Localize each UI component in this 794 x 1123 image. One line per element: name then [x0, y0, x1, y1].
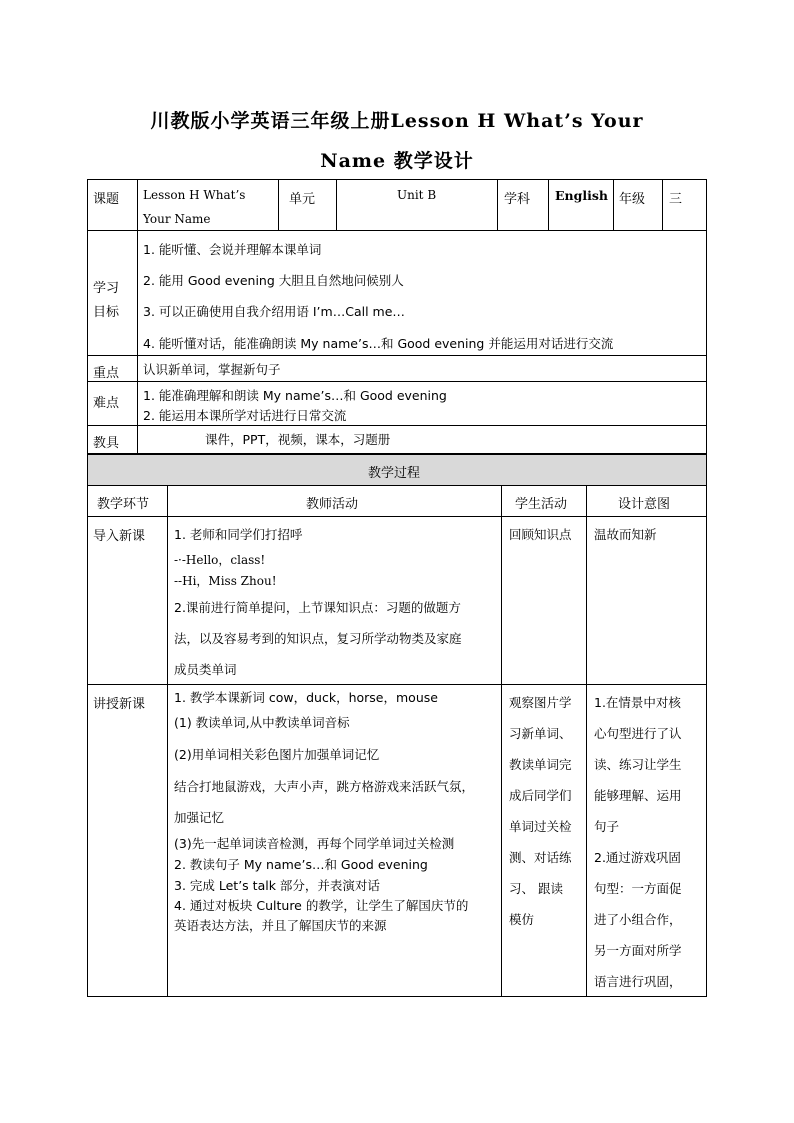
lecture-intent-line: 2.通过游戏巩固	[594, 850, 681, 865]
lecture-student-line: 模仿	[509, 912, 535, 927]
col-line	[497, 179, 498, 231]
column-header-stage: 教学环节	[97, 497, 150, 512]
objective-item: 4. 能听懂对话，能准确朗读 My name’s…和 Good evening 并能运用对话进行交流	[143, 336, 614, 351]
intro-student: 回顾知识点	[509, 527, 572, 542]
intro-stage: 导入新课	[93, 529, 146, 544]
row-line	[87, 516, 707, 517]
topic-label: 课题	[93, 192, 120, 207]
row-line	[87, 684, 707, 685]
lecture-intent-line: 心句型进行了认	[594, 726, 682, 741]
lecture-student-line: 习新单词、	[509, 726, 572, 741]
lecture-stage: 讲授新课	[93, 697, 146, 712]
lecture-intent-line: 句型：一方面促	[594, 881, 682, 896]
subject-label: 学科	[504, 192, 531, 207]
col-line	[548, 179, 549, 231]
intro-teacher-line: 成员类单词	[174, 662, 237, 677]
materials-label: 教具	[93, 436, 120, 451]
objectives-label-line1: 学习	[93, 281, 120, 296]
objective-item: 1. 能听懂、会说并理解本课单词	[143, 242, 322, 257]
lecture-teacher-line: 加强记忆	[174, 810, 225, 825]
intro-teacher-line: 2.课前进行简单提问，上节课知识点：习题的做题方	[174, 600, 461, 615]
subject-value: English	[555, 188, 608, 203]
lecture-teacher-line: 2. 教读句子 My name’s…和 Good evening	[174, 857, 428, 872]
col-line	[586, 485, 587, 996]
lecture-intent-line: 另一方面对所学	[594, 943, 682, 958]
topic-value-line1: Lesson H What’s	[143, 188, 246, 202]
lecture-intent-line: 读、练习让学生	[594, 757, 682, 772]
unit-label: 单元	[289, 192, 316, 207]
lecture-teacher-line: 1. 教学本课新词 cow，duck，horse，mouse	[174, 690, 438, 705]
col-line	[167, 485, 168, 996]
col-line	[137, 179, 138, 453]
intro-teacher-line: --Hi，Miss Zhou!	[174, 574, 277, 588]
lecture-teacher-line: (3)先一起单词读音检测，再每个同学单词过关检测	[174, 836, 455, 851]
row-line	[87, 230, 707, 231]
objective-item: 3. 可以正确使用自我介绍用语 I’m…Call me…	[143, 304, 405, 319]
topic-value-line2: Your Name	[143, 212, 211, 226]
intro-teacher-line: -·-Hello，class!	[174, 553, 266, 567]
column-header-teacher: 教师活动	[306, 497, 359, 512]
col-line	[278, 179, 279, 231]
lecture-teacher-line: (2)用单词相关彩色图片加强单词记忆	[174, 747, 380, 762]
row-line	[87, 381, 707, 382]
objectives-label-line2: 目标	[93, 305, 120, 320]
unit-value: Unit B	[397, 188, 437, 202]
lecture-intent-line: 语言进行巩固，	[594, 974, 682, 989]
lecture-teacher-line: 英语表达方法，并且了解国庆节的来源	[174, 918, 387, 933]
lecture-student-line: 观察图片学	[509, 695, 572, 710]
col-line	[613, 179, 614, 231]
difficulties-label: 难点	[93, 396, 120, 411]
key-points-value: 认识新单词，掌握新句子	[143, 362, 281, 377]
difficulty-item: 2. 能运用本课所学对话进行日常交流	[143, 408, 347, 423]
process-header: 教学过程	[368, 466, 421, 481]
difficulty-item: 1. 能准确理解和朗读 My name’s…和 Good evening	[143, 388, 447, 403]
column-header-intent: 设计意图	[618, 497, 671, 512]
intro-intent: 温故而知新	[594, 527, 657, 542]
intro-teacher-line: 法，以及容易考到的知识点，复习所学动物类及家庭	[174, 631, 462, 646]
row-line	[87, 425, 707, 426]
lecture-teacher-line: 3. 完成 Let’s talk 部分，并表演对话	[174, 878, 380, 893]
lecture-intent-line: 句子	[594, 819, 620, 834]
lecture-teacher-line: (1) 教读单词,从中教读单词音标	[174, 715, 350, 730]
document-title-line1: 川教版小学英语三年级上册Lesson H What’s Your	[150, 110, 644, 132]
lecture-teacher-line: 结合打地鼠游戏，大声小声，跳方格游戏来活跃气氛，	[174, 779, 475, 794]
lecture-student-line: 教读单词完	[509, 757, 572, 772]
table-border-bottom	[87, 996, 707, 997]
materials-value: 课件，PPT，视频，课本，习题册	[205, 432, 391, 447]
row-line	[87, 453, 707, 455]
table-border-top	[87, 179, 707, 180]
intro-teacher-line: 1. 老师和同学们打招呼	[174, 527, 303, 542]
grade-label: 年级	[619, 192, 646, 207]
table-border-right	[706, 179, 707, 997]
key-points-label: 重点	[93, 366, 120, 381]
lecture-intent-line: 1.在情景中对核	[594, 695, 681, 710]
col-line	[501, 485, 502, 996]
table-border-left	[87, 179, 88, 997]
col-line	[662, 179, 663, 231]
document-title-line2: Name 教学设计	[320, 150, 474, 172]
grade-value: 三	[669, 192, 683, 207]
lecture-student-line: 习、 跟读	[509, 881, 563, 896]
lecture-student-line: 单词过关检	[509, 819, 572, 834]
lecture-teacher-line: 4. 通过对板块 Culture 的教学，让学生了解国庆节的	[174, 898, 469, 913]
lecture-intent-line: 能够理解、运用	[594, 788, 682, 803]
row-line	[87, 355, 707, 356]
objective-item: 2. 能用 Good evening 大胆且自然地问候别人	[143, 273, 404, 288]
lecture-student-line: 测、对话练	[509, 850, 572, 865]
lecture-student-line: 成后同学们	[509, 788, 572, 803]
column-header-student: 学生活动	[515, 497, 568, 512]
row-line	[87, 485, 707, 486]
lecture-intent-line: 进了小组合作，	[594, 912, 682, 927]
col-line	[336, 179, 337, 231]
